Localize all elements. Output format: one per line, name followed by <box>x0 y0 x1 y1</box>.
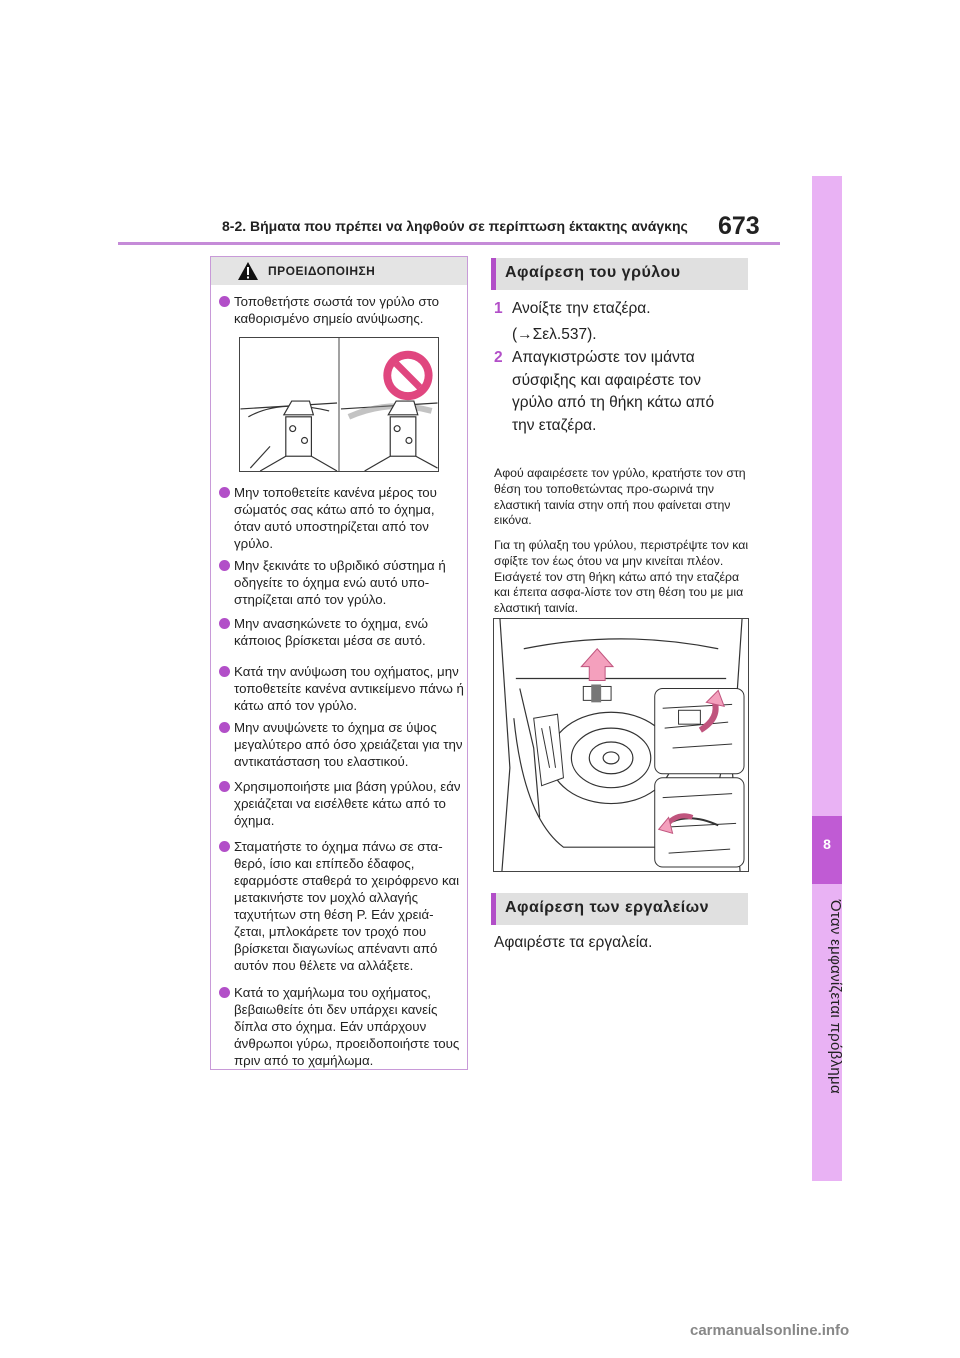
header-divider <box>118 242 780 245</box>
warning-item: Μην τοποθετείτε κανένα μέρος του σώματός σας κάτω από το όχημα, όταν αυτό υποστηρίζεται από τον γρύλο. <box>219 484 464 552</box>
page-number: 673 <box>718 212 760 240</box>
step-text: Απαγκιστρώστε τον ιμάντα σύσφιξης και αφαιρέστε τον γρύλο από τη θήκη κάτω από την εταζέρα. <box>512 349 715 434</box>
bullet-dot-icon <box>219 296 230 307</box>
up-arrow-icon <box>581 649 613 681</box>
step-number: 1 <box>494 300 503 317</box>
trunk-jack-illustration <box>493 618 749 872</box>
bullet-dot-icon <box>219 987 230 998</box>
jack-storage-paragraph: Για τη φύλαξη του γρύλου, περιστρέψτε τον και σφίξτε τον έως ότου να μην κινείται πλέον. Εισάγετέ τον στη θήκη κάτω από την εταζέρα και έπειτα ασφα-λίστε τον στη θέση του με μια ελαστική ταινία. <box>494 538 749 616</box>
warning-triangle-icon <box>237 261 259 281</box>
warning-item: Κατά την ανύψωση του οχήματος, μην τοποθετείτε κανένα αντικείμενο πάνω ή κάτω από τον γρύλο. <box>219 663 464 714</box>
bullet-dot-icon <box>219 487 230 498</box>
warning-item: Χρησιμοποιήστε μια βάση γρύλου, εάν χρειάζεται να εισέλθετε κάτω από το όχημα. <box>219 778 464 829</box>
warning-item: Μην ξεκινάτε το υβριδικό σύστημα ή οδηγείτε το όχημα ενώ αυτό υπο-στηρίζεται από τον γρύλο. <box>219 557 464 608</box>
step-number: 2 <box>494 349 503 366</box>
warning-box <box>210 256 468 1070</box>
jack-hold-paragraph: Αφού αφαιρέσετε τον γρύλο, κρατήστε τον στη θέση του τοποθετώντας προ-σωρινά την ελαστική ταινία στην οπή που φαίνεται στην εικόνα. <box>494 466 746 528</box>
detail-inset-bottom <box>655 778 744 867</box>
page-reference-link[interactable]: (→Σελ.537). <box>512 326 597 343</box>
prohibited-icon <box>383 351 432 400</box>
tools-tray <box>534 714 564 785</box>
step-1 <box>494 297 749 346</box>
bullet-dot-icon <box>219 781 230 792</box>
warning-item: Κατά το χαμήλωμα του οχήματος, βεβαιωθείτε ότι δεν υπάρχει κανείς δίπλα στο όχημα. Εάν υπάρχουν άνθρωποι γύρω, προειδοποιήστε τους πριν από το χαμήλωμα. <box>219 984 464 1069</box>
watermark: carmanualsonline.info <box>690 1322 850 1339</box>
jack-location <box>583 684 611 702</box>
step-2 <box>494 347 749 437</box>
section-title-jack: Αφαίρεση του γρύλου <box>505 264 681 281</box>
bullet-dot-icon <box>219 560 230 571</box>
bullet-dot-icon <box>219 722 230 733</box>
tools-instruction: Αφαιρέστε τα εργαλεία. <box>494 934 653 951</box>
warning-item: Τοποθετήστε σωστά τον γρύλο στο καθορισμένο σημείο ανύψωσης. <box>219 293 464 327</box>
incorrect-placement-figure <box>341 401 438 471</box>
detail-inset-top <box>655 688 744 773</box>
spare-tire <box>550 712 673 803</box>
warning-item: Μην ανυψώνετε το όχημα σε ύψος μεγαλύτερο από όσο χρειάζεται για την αντικατάσταση του ελαστικού. <box>219 719 464 770</box>
section-title-tools: Αφαίρεση των εργαλείων <box>505 899 710 916</box>
warning-header <box>211 257 467 285</box>
chapter-number: 8 <box>823 836 831 852</box>
section-header-tools <box>491 893 748 925</box>
bullet-dot-icon <box>219 841 230 852</box>
chapter-title: Όταν εμφανίζεται πρόβλημα <box>827 900 844 1094</box>
warning-title: ΠΡΟΕΙΔΟΠΟΙΗΣΗ <box>268 264 376 278</box>
correct-placement-figure <box>240 401 337 471</box>
bullet-dot-icon <box>219 618 230 629</box>
step-text: Ανοίξτε την εταζέρα. <box>512 300 651 317</box>
header-title: 8-2. Βήματα που πρέπει να ληφθούν σε περίπτωση έκτακτης ανάγκης <box>222 218 688 234</box>
jack-placement-illustration <box>239 337 439 472</box>
warning-item: Μην ανασηκώνετε το όχημα, ενώ κάποιος βρίσκεται μέσα σε αυτό. <box>219 615 464 649</box>
section-header-jack <box>491 258 748 290</box>
bullet-dot-icon <box>219 666 230 677</box>
warning-item: Σταματήστε το όχημα πάνω σε στα-θερό, ίσιο και επίπεδο έδαφος, εφαρμόστε σταθερά το χειρόφρενο και μετακινήστε τον μοχλό αλλαγής ταχυτήτων στη θέση P. Εάν χρειά-ζεται, μπλοκάρετε τον τροχό που βρίσκεται διαγωνίως απέναντι από αυτόν που θέλετε να αλλάξετε. <box>219 838 464 974</box>
